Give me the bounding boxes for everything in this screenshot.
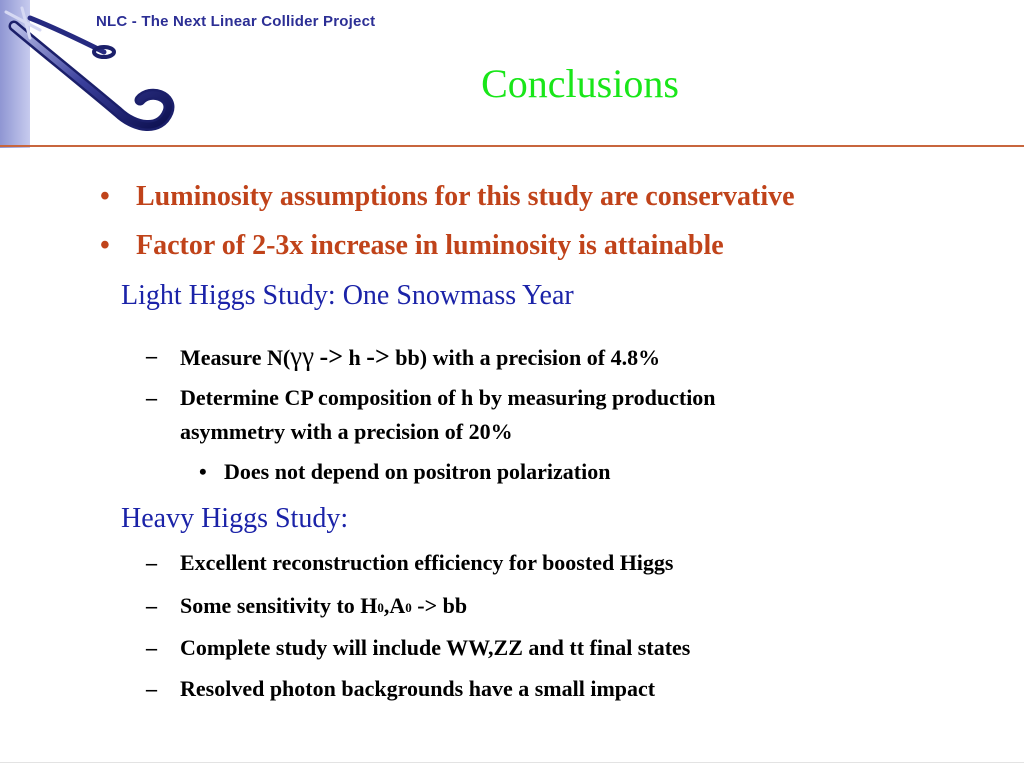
sensitivity-prefix: Some sensitivity to H xyxy=(180,593,378,618)
project-title: NLC - The Next Linear Collider Project xyxy=(96,13,376,30)
bullet-text: Factor of 2-3x increase in luminosity is attainable xyxy=(136,230,724,261)
determine-line-2: asymmetry with a precision of 20% xyxy=(180,419,513,444)
sensitivity-end: -> bb xyxy=(411,593,468,618)
bullet-luminosity-factor xyxy=(100,230,724,262)
gamma-gamma-text: γγ xyxy=(290,341,315,371)
slide-title: Conclusions xyxy=(481,61,679,106)
dash-icon: – xyxy=(146,676,157,701)
bullet-icon: • xyxy=(100,181,110,212)
bullet-text: Luminosity assumptions for this study are conservative xyxy=(136,181,795,212)
measure-mid: h xyxy=(343,345,367,370)
heavy-higgs-heading: Heavy Higgs Study: xyxy=(121,503,349,534)
bullet-luminosity-conservative xyxy=(100,181,795,213)
measure-end: bb) with a precision of 4.8% xyxy=(389,345,661,370)
superscript-zero: 0 xyxy=(405,600,412,615)
sensitivity-mid: ,A xyxy=(383,593,406,618)
arrow-text: -> xyxy=(366,342,390,371)
complete-study-text: Complete study will include WW,ZZ and tt final states xyxy=(180,635,691,660)
sub-bullet-positron xyxy=(199,459,610,485)
measure-prefix: Measure N( xyxy=(180,345,291,370)
sub-bullet-text: Does not depend on positron polarization xyxy=(224,459,611,484)
bullet-icon: • xyxy=(199,459,207,484)
bullet-icon: • xyxy=(100,230,110,261)
title-divider xyxy=(0,145,1024,147)
dash-icon: – xyxy=(146,343,157,368)
determine-line-1: Determine CP composition of h by measuring production xyxy=(180,385,716,410)
dash-icon: – xyxy=(146,385,157,410)
dash-icon: – xyxy=(146,550,157,575)
footer-divider xyxy=(0,762,1024,763)
arrow-text: -> xyxy=(319,342,344,371)
efficiency-text: Excellent reconstruction efficiency for boosted Higgs xyxy=(180,550,674,575)
dash-icon: – xyxy=(146,635,157,660)
resolved-photon-text: Resolved photon backgrounds have a small impact xyxy=(180,676,656,701)
light-higgs-heading: Light Higgs Study: One Snowmass Year xyxy=(121,280,574,311)
dash-icon: – xyxy=(146,593,157,618)
superscript-zero: 0 xyxy=(377,600,384,615)
